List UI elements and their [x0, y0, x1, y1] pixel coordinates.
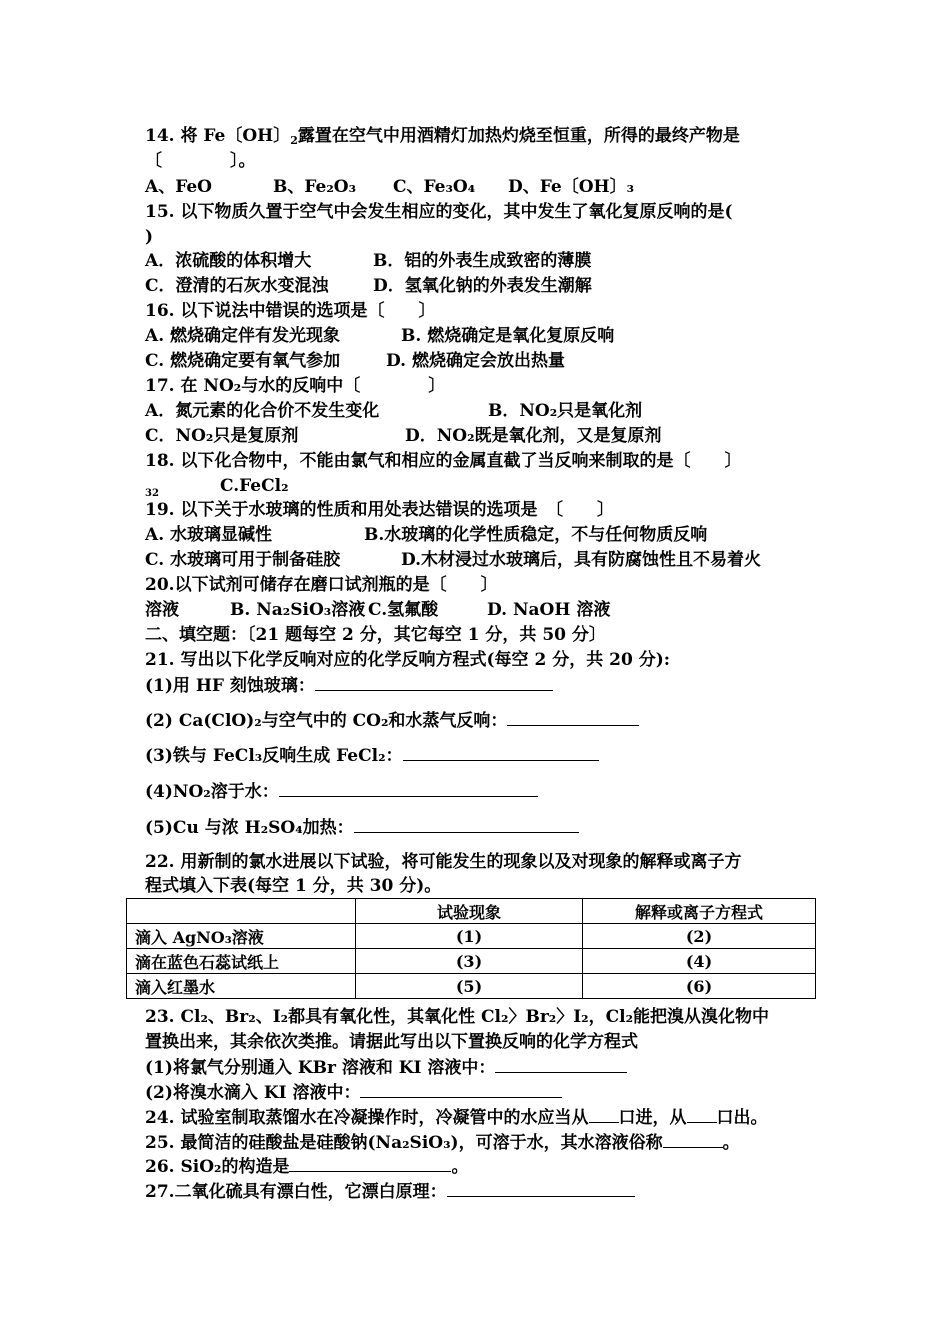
q17-stem: 17. 在 NO₂与水的反响中〔 〕	[145, 376, 446, 396]
table-header-cell: 解释或离子方程式	[583, 899, 816, 924]
table-cell: 滴入 AgNO₃溶液	[127, 924, 356, 949]
answer-blank[interactable]	[360, 1081, 562, 1098]
q20-option-c: C.氢氟酸	[368, 600, 439, 620]
answer-blank[interactable]	[354, 816, 579, 833]
answer-blank[interactable]	[687, 1106, 717, 1123]
q23-stem-line2: 置换出来，其余依次类推。请据此写出以下置换反响的化学方程式	[145, 1032, 638, 1052]
answer-blank[interactable]	[279, 780, 538, 797]
q23-stem-line1: 23. Cl₂、Br₂、I₂都具有氧化性，其氧化性 Cl₂〉Br₂〉I₂，Cl₂能把溴从溴化物中	[145, 1007, 770, 1027]
table-header-cell	[127, 899, 356, 924]
q20-option-a: 溶液	[145, 600, 179, 620]
q16-option-c: C. 燃烧确定要有氧气参加	[145, 351, 341, 371]
q15-stem: 15. 以下物质久置于空气中会发生相应的变化，其中发生了氧化复原反响的是(	[145, 202, 733, 222]
table-cell[interactable]: (1)	[356, 924, 583, 949]
q19-stem: 19. 以下关于水玻璃的性质和用处表达错误的选项是 〔 〕	[145, 500, 614, 520]
q15-option-a: A．浓硫酸的体积增大	[145, 251, 312, 271]
answer-blank[interactable]	[507, 709, 639, 726]
answer-blank[interactable]	[663, 1131, 723, 1148]
q15-close: )	[145, 227, 154, 247]
q14-paren: 〔 〕。	[145, 151, 256, 171]
q22-stem-line2: 程式填入下表(每空 1 分，共 30 分)。	[145, 876, 442, 896]
section-2-heading: 二、填空题：〔21 题每空 2 分，其它每空 1 分，共 50 分〕	[145, 625, 606, 645]
q22-stem-line1: 22. 用新制的氯水进展以下试验，将可能发生的现象以及对现象的解释或离子方	[145, 852, 742, 872]
q16-stem: 16. 以下说法中错误的选项是〔 〕	[145, 301, 436, 321]
q16-option-a: A. 燃烧确定伴有发光现象	[145, 326, 341, 346]
q17-option-d: D．NO₂既是氧化剂，又是复原剂	[405, 426, 662, 446]
table-cell: 滴入红墨水	[127, 974, 356, 999]
q20-option-d: D. NaOH 溶液	[487, 600, 611, 620]
q26-line: 26. SiO₂的构造是 。	[145, 1157, 469, 1177]
table-cell[interactable]: (6)	[583, 974, 816, 999]
table-cell[interactable]: (5)	[356, 974, 583, 999]
q19-option-c: C. 水玻璃可用于制备硅胶	[145, 550, 341, 570]
answer-blank[interactable]	[403, 744, 599, 761]
q14-option-d: D、Fe〔OH〕₃	[508, 177, 635, 197]
table-header-cell: 试验现象	[356, 899, 583, 924]
table-cell[interactable]: (2)	[583, 924, 816, 949]
answer-blank[interactable]	[495, 1056, 627, 1073]
answer-blank[interactable]	[589, 1106, 619, 1123]
q21-item-2: (2) Ca(ClO)₂与空气中的 CO₂和水蒸气反响：	[145, 709, 639, 732]
experiment-table	[126, 898, 816, 999]
q21-item-1: (1)用 HF 刻蚀玻璃：	[145, 674, 553, 697]
table-header-row	[127, 899, 816, 924]
table-row	[127, 974, 816, 999]
q14-option-b: B、Fe₂O₃	[273, 177, 357, 197]
q21-item-4: (4)NO₂溶于水：	[145, 780, 538, 803]
q15-option-c: C．澄清的石灰水变混浊	[145, 276, 329, 296]
table-row	[127, 949, 816, 974]
q17-option-c: C．NO₂只是复原剂	[145, 426, 299, 446]
q19-option-a: A. 水玻璃显碱性	[145, 525, 273, 545]
q20-stem: 20.以下试剂可储存在磨口试剂瓶的是〔 〕	[145, 575, 498, 595]
q21-item-5: (5)Cu 与浓 H₂SO₄加热：	[145, 816, 579, 839]
q14-stem: 14. 将 Fe〔OH〕$_2$露置在空气中用酒精灯加热灼烧至恒重，所得的最终产物是	[145, 126, 740, 147]
answer-blank[interactable]	[289, 1155, 451, 1172]
table-cell[interactable]: (3)	[356, 949, 583, 974]
q15-option-d: D．氢氧化钠的外表发生潮解	[373, 276, 592, 296]
q20-option-b: B. Na₂SiO₃溶液	[230, 600, 366, 620]
q17-option-b: B．NO₂只是氧化剂	[488, 401, 643, 421]
answer-blank[interactable]	[447, 1180, 635, 1197]
q24-line: 24. 试验室制取蒸馏水在冷凝操作时，冷凝管中的水应当从 口进，从 口出。	[145, 1108, 768, 1128]
q16-option-d: D. 燃烧确定会放出热量	[386, 351, 565, 371]
q18-stem: 18. 以下化合物中，不能由氯气和相应的金属直截了当反响来制取的是〔 〕	[145, 451, 742, 471]
q27-line: 27.二氧化硫具有漂白性，它漂白原理：	[145, 1180, 635, 1203]
table-row	[127, 924, 816, 949]
table-cell[interactable]: (4)	[583, 949, 816, 974]
table-cell: 滴在蓝色石蕊试纸上	[127, 949, 356, 974]
q21-stem: 21. 写出以下化学反响对应的化学反响方程式(每空 2 分，共 20 分):	[145, 650, 671, 670]
q23-item-2: (2)将溴水滴入 KI 溶液中：	[145, 1081, 562, 1104]
q18-fragment: 32	[145, 488, 159, 499]
q21-item-3: (3)铁与 FeCl₃反响生成 FeCl₂：	[145, 744, 599, 767]
q23-item-1: (1)将氯气分别通入 KBr 溶液和 KI 溶液中：	[145, 1056, 627, 1079]
q15-option-b: B．铝的外表生成致密的薄膜	[373, 251, 592, 271]
q16-option-b: B. 燃烧确定是氧化复原反响	[401, 326, 615, 346]
q14-option-a: A、FeO	[145, 177, 212, 197]
q18-option-c: C.FeCl₂	[220, 476, 289, 496]
answer-blank[interactable]	[315, 674, 553, 691]
q19-option-b: B.水玻璃的化学性质稳定，不与任何物质反响	[364, 525, 708, 545]
q14-option-c: C、Fe₃O₄	[393, 177, 476, 197]
q17-option-a: A．氮元素的化合价不发生变化	[145, 401, 380, 421]
q19-option-d: D.木材浸过水玻璃后，具有防腐蚀性且不易着火	[401, 550, 762, 570]
q25-line: 25. 最简洁的硅酸盐是硅酸钠(Na₂SiO₃)，可溶于水，其水溶液俗称 。	[145, 1133, 740, 1153]
